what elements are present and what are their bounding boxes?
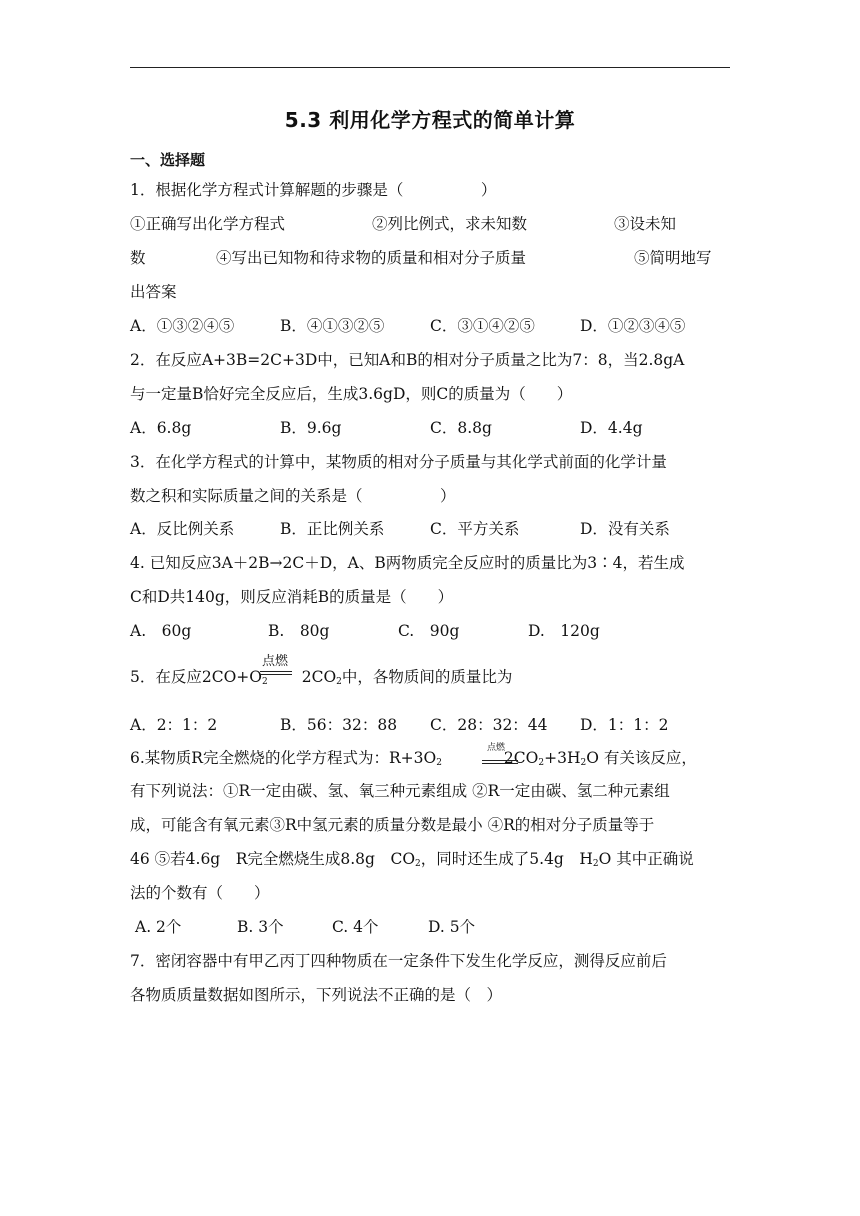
q1-option-d: D．①②③④⑤ (580, 317, 686, 335)
q6-subscript-3: 2 (580, 758, 587, 768)
q2-option-b: B．9.6g (280, 419, 342, 437)
q3-line-1: 3．在化学方程式的计算中，某物质的相对分子质量与其化学式前面的化学计量 (130, 453, 667, 471)
q6-line-4-middle: ，同时还生成了5.4g H (420, 850, 593, 868)
q6-line-5: 法的个数有（ ） (130, 884, 270, 902)
q6-line-4-subscript-2: 2 (592, 859, 599, 869)
q6-line-4 (130, 849, 694, 874)
section-heading: 一、选择题 (130, 151, 206, 169)
q6-option-a: A. 2个 (135, 918, 182, 936)
q4-option-b: B. 80g (268, 622, 330, 640)
q5-option-c: C．28：32：44 (430, 716, 548, 734)
q1-step-3a: ③设未知 (614, 215, 677, 233)
q5-equals-bar-1 (260, 671, 292, 672)
q5-equation-line (130, 667, 512, 692)
q2-option-a: A．6.8g (130, 419, 192, 437)
q3-line-2: 数之积和实际质量之间的关系是（ ） (130, 487, 456, 505)
q2-line-2: 与一定量B恰好完全反应后，生成3.6gD，则C的质量为（ ） (130, 385, 573, 403)
q3-option-c: C．平方关系 (430, 520, 520, 538)
q6-line-2: 有下列说法：①R一定由碳、氢、氧三种元素组成 ②R一定由碳、氢二种元素组 (130, 782, 670, 800)
q5-subscript: 2 (262, 677, 268, 687)
q5-equals-bar-2 (260, 674, 292, 675)
q5-option-d: D．1：1：2 (580, 716, 669, 734)
q1-stem: 1．根据化学方程式计算解题的步骤是（ ） (130, 181, 497, 199)
q6-option-d: D. 5个 (428, 918, 476, 936)
q3-option-d: D．没有关系 (580, 520, 670, 538)
q3-option-b: B．正比例关系 (280, 520, 385, 538)
q2-option-c: C．8.8g (430, 419, 492, 437)
q6-subscript-1: 2 (436, 758, 442, 768)
q2-option-d: D．4.4g (580, 419, 643, 437)
q1-step-1: ①正确写出化学方程式 (130, 215, 286, 233)
q1-option-a: A．①③②④⑤ (130, 317, 235, 335)
q2-line-1: 2．在反应A+3B=2C+3D中，已知A和B的相对分子质量之比为7：8，当2.8gA (130, 351, 685, 369)
q6-product-2: +3H (544, 749, 581, 767)
q5-option-a: A．2：1：2 (130, 716, 218, 734)
q7-line-2: 各物质质量数据如图所示，下列说法不正确的是（ ） (130, 986, 503, 1004)
q6-option-c: C. 4个 (332, 918, 379, 936)
q1-step-5b: 出答案 (130, 283, 177, 301)
q5-question: 中，各物质间的质量比为 (341, 668, 513, 686)
q6-line-3: 成，可能含有氧元素③R中氢元素的质量分数是最小 ④R的相对分子质量等于 (130, 816, 655, 834)
q6-line-4-start: 46 ⑤若4.6g R完全燃烧生成8.8g CO (130, 850, 416, 868)
q6-subscript-2: 2 (538, 758, 545, 768)
q5-reactants: 5．在反应2CO+O (130, 668, 262, 686)
q1-step-3b: 数 (130, 249, 146, 267)
q6-product-1: 2CO (503, 749, 539, 767)
q6-condition-label: 点燃 (487, 743, 506, 753)
q4-line-2: C和D共140g，则反应消耗B的质量是（ ） (130, 588, 454, 606)
q5-subscript-2: 2 (336, 677, 342, 687)
top-rule (130, 67, 730, 68)
page-title: 5.3 利用化学方程式的简单计算 (284, 108, 576, 132)
q4-line-1: 4. 已知反应3A＋2B→2C＋D，A、B两物质完全反应时的质量比为3∶4，若生成 (130, 554, 685, 572)
q1-step-5a: ⑤简明地写 (634, 249, 712, 267)
q5-product: 2CO (301, 668, 337, 686)
q5-condition-label: 点燃 (262, 654, 289, 669)
q6-equation-start: 6.某物质R完全燃烧的化学方程式为：R+3O (130, 749, 437, 767)
q5-option-b: B．56：32：88 (280, 716, 398, 734)
q1-option-b: B．④①③②⑤ (280, 317, 385, 335)
q6-line-1 (130, 748, 697, 773)
q6-equals-bar-1 (482, 760, 518, 761)
q6-option-b: B. 3个 (237, 918, 284, 936)
q6-line-4-end: O 其中正确说 (598, 850, 694, 868)
q4-option-a: A. 60g (130, 622, 192, 640)
q6-line-4-subscript: 2 (415, 859, 421, 869)
q1-option-c: C．③①④②⑤ (430, 317, 535, 335)
q1-step-2: ②列比例式，求未知数 (372, 215, 528, 233)
q1-step-4: ④写出已知物和待求物的质量和相对分子质量 (216, 249, 527, 267)
q6-line-1-end: O 有关该反应， (586, 749, 697, 767)
q7-line-1: 7．密闭容器中有甲乙丙丁四种物质在一定条件下发生化学反应，测得反应前后 (130, 952, 667, 970)
q4-option-d: D. 120g (528, 622, 600, 640)
q6-equals-bar-2 (482, 763, 518, 764)
q3-option-a: A．反比例关系 (130, 520, 235, 538)
q4-option-c: C. 90g (398, 622, 460, 640)
